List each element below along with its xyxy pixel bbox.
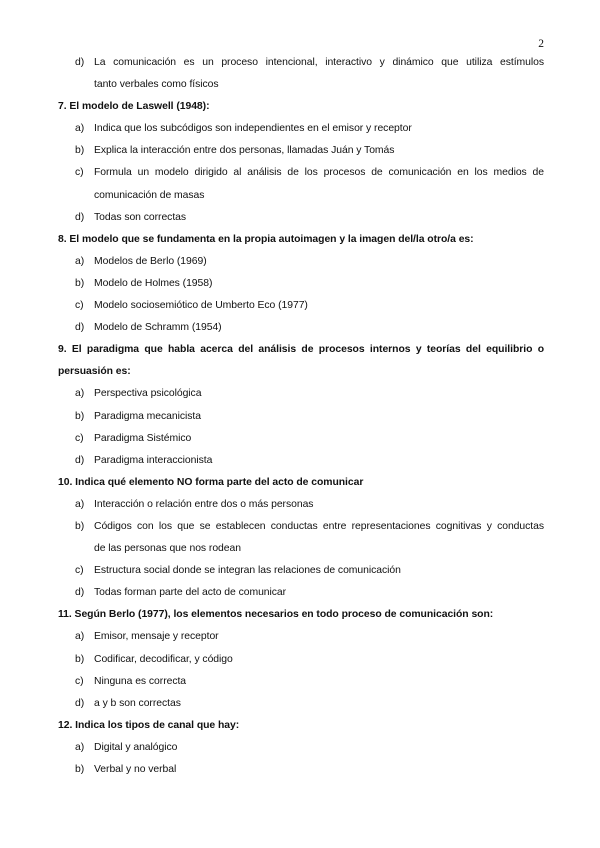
- option-text: Todas forman parte del acto de comunicar: [94, 587, 287, 599]
- option-letter: b): [75, 520, 85, 532]
- option-letter: b): [75, 653, 85, 665]
- question-12-option-a: [58, 737, 544, 759]
- question-11-option-b: [58, 649, 544, 671]
- option-text: Todas son correctas: [94, 211, 187, 223]
- option-text: Modelo de Schramm (1954): [94, 322, 222, 334]
- option-letter: b): [75, 764, 85, 775]
- question-9-option-d: [58, 450, 544, 472]
- page-number: 2: [538, 38, 544, 50]
- option-text: Perspectiva psicológica: [94, 388, 202, 400]
- question-9-option-a: [58, 383, 544, 405]
- question-12-option-b: [58, 759, 544, 781]
- option-letter: c): [75, 675, 84, 687]
- question-10-title: 10. Indica qué elemento NO forma parte del acto de comunicar: [58, 476, 364, 488]
- question-7-option-d: [58, 207, 544, 229]
- option-letter: d): [75, 211, 85, 223]
- question-9-title: 9. El paradigma que habla acerca del análisis de procesos internos y teorías del equilibrio o: [58, 344, 544, 356]
- question-10-option-c: [58, 560, 544, 582]
- option-text-continued: de las personas que nos rodean: [94, 543, 241, 555]
- option-text: Códigos con los que se establecen conductas entre representaciones cognitivas y conductas: [94, 520, 544, 532]
- option-letter: c): [75, 565, 84, 577]
- option-letter: a): [75, 255, 85, 267]
- option-letter: d): [75, 587, 85, 599]
- option-text: Paradigma mecanicista: [94, 410, 201, 422]
- option-text-continued: comunicación de masas: [94, 189, 205, 201]
- question-11-option-d: [58, 693, 544, 715]
- question-9-option-b: [58, 406, 544, 428]
- option-letter: d): [75, 322, 85, 334]
- option-letter: a): [75, 741, 85, 753]
- option-letter: c): [75, 432, 84, 444]
- option-text-continued: tanto verbales como físicos: [94, 79, 219, 91]
- question-8-title: 8. El modelo que se fundamenta en la propia autoimagen y la imagen del/la otro/a es:: [58, 233, 474, 245]
- question-10-option-b: [58, 516, 544, 538]
- question-11-option-c: [58, 671, 544, 693]
- question-11-option-a: [58, 626, 544, 648]
- option-text: Interacción o relación entre dos o más personas: [94, 498, 314, 510]
- option-letter: d): [75, 454, 85, 466]
- option-letter: b): [75, 410, 85, 422]
- question-8-option-d: [58, 317, 544, 339]
- option-text: Estructura social donde se integran las relaciones de comunicación: [94, 565, 401, 577]
- option-letter: d): [75, 697, 85, 709]
- option-text: Paradigma Sistémico: [94, 432, 192, 444]
- option-text: Modelo de Holmes (1958): [94, 277, 213, 289]
- option-text: Modelos de Berlo (1969): [94, 255, 207, 267]
- question-8-option-a: [58, 251, 544, 273]
- option-letter: c): [75, 300, 84, 312]
- option-text: Ninguna es correcta: [94, 675, 187, 687]
- exam-page-content: [58, 52, 544, 781]
- option-text: Digital y analógico: [94, 741, 178, 753]
- option-letter: a): [75, 388, 85, 400]
- option-letter: d): [75, 57, 85, 68]
- option-letter: b): [75, 277, 85, 289]
- option-text: La comunicación es un proceso intencional, interactivo y dinámico que utiliza estímulos: [94, 57, 544, 68]
- option-letter: a): [75, 123, 85, 135]
- question-7-option-b: [58, 140, 544, 162]
- option-text: Verbal y no verbal: [94, 764, 177, 775]
- question-11-title: 11. Según Berlo (1977), los elementos necesarios en todo proceso de comunicación son:: [58, 609, 494, 621]
- option-text: Explica la interacción entre dos personas, llamadas Juán y Tomás: [94, 145, 395, 157]
- option-text: Emisor, mensaje y receptor: [94, 631, 219, 643]
- option-text: a y b son correctas: [94, 697, 181, 709]
- option-letter: b): [75, 145, 85, 157]
- question-8-option-c: [58, 295, 544, 317]
- option-text: Paradigma interaccionista: [94, 454, 213, 466]
- option-text: Modelo sociosemiótico de Umberto Eco (1977): [94, 300, 308, 312]
- option-letter: c): [75, 167, 84, 179]
- option-letter: a): [75, 631, 85, 643]
- option-text: Formula un modelo dirigido al análisis de los procesos de comunicación en los medios de: [94, 167, 544, 179]
- question-9-option-c: [58, 428, 544, 450]
- question-12-title: 12. Indica los tipos de canal que hay:: [58, 719, 240, 731]
- question-10-option-a: [58, 494, 544, 516]
- question-9-title-continued: persuasión es:: [58, 366, 131, 378]
- option-text: Codificar, decodificar, y código: [94, 653, 233, 665]
- option-d-previous: [58, 52, 544, 74]
- question-10-option-d: [58, 582, 544, 604]
- question-8-option-b: [58, 273, 544, 295]
- option-text: Indica que los subcódigos son independientes en el emisor y receptor: [94, 123, 412, 135]
- question-7-option-c: [58, 162, 544, 184]
- question-7-option-a: [58, 118, 544, 140]
- option-letter: a): [75, 498, 85, 510]
- question-7-title: 7. El modelo de Laswell (1948):: [58, 101, 210, 113]
